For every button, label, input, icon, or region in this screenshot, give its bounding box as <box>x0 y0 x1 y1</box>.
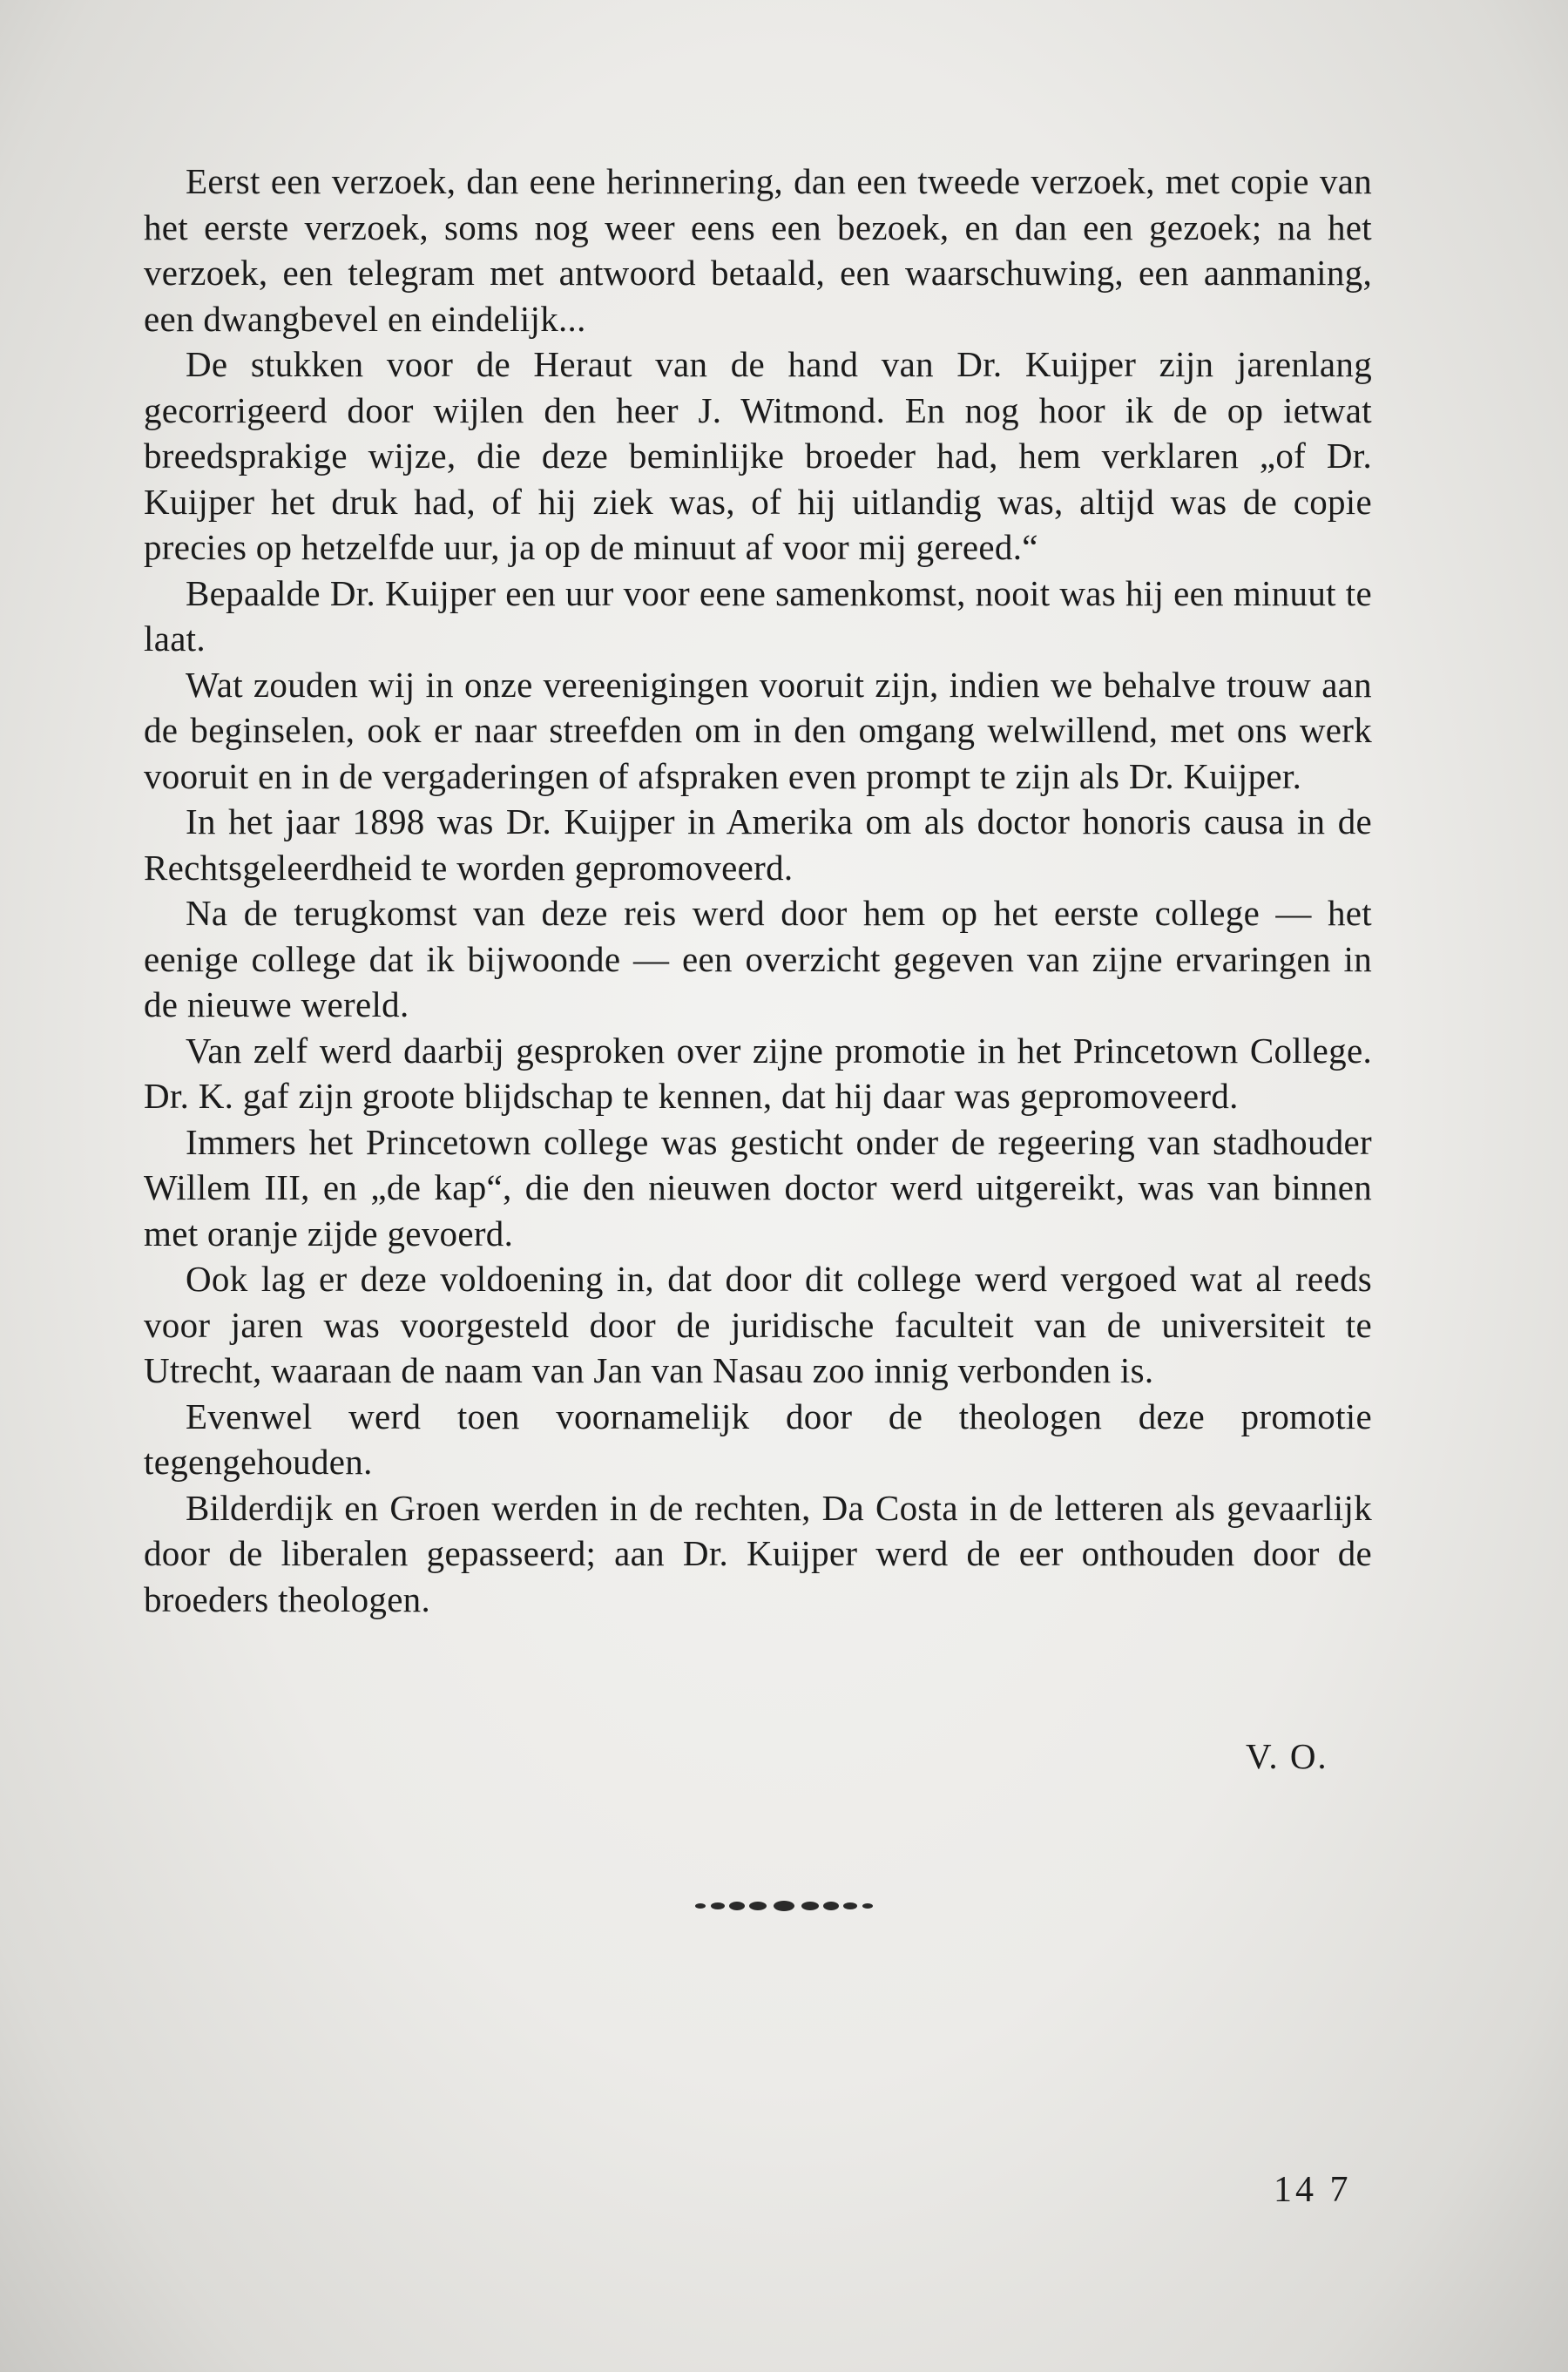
paragraph-4: Wat zouden wij in onze vereenigingen vooruit zijn, indien we behalve trouw aan de beginselen, ook er naar streefden om in den omgang welwillend, met ons werk vooruit en in de vergaderingen of afspraken even prompt te zijn als Dr. Kuijper. <box>144 664 1372 796</box>
paragraph-10: Evenwel werd toen voornamelijk door de theologen deze promotie tegengehouden. <box>144 1395 1372 1482</box>
paragraph-7: Van zelf werd daarbij gesproken over zijne promotie in het Princetown College. Dr. K. gaf zijn groote blijdschap te kennen, dat hij daar was gepromoveerd. <box>144 1030 1372 1116</box>
body-text <box>144 159 1372 1622</box>
page-number: 14 7 <box>1274 2170 1352 2210</box>
paragraph-8: Immers het Princetown college was gesticht onder de regeering van stadhouder Willem III, en „de kap“, die den nieuwen doctor werd uitgereikt, was van binnen met oranje zijde gevoerd. <box>144 1121 1372 1254</box>
paragraph-2: De stukken voor de Heraut van de hand van Dr. Kuijper zijn jarenlang gecorrigeerd door wijlen den heer J. Witmond. En nog hoor ik de op ietwat breedsprakige wijze, die deze beminlijke broeder had, hem verklaren „of Dr. Kuijper het druk had, of hij ziek was, of hij uitlandig was, altijd was de copie precies op hetzelfde uur, ja op de minuut af voor mij gereed.“ <box>144 344 1372 567</box>
paragraph-5: In het jaar 1898 was Dr. Kuijper in Amerika om als doctor honoris causa in de Rechtsgeleerdheid te worden gepromoveerd. <box>144 801 1372 888</box>
paragraph-9: Ook lag er deze voldoening in, dat door dit college werd vergoed wat al reeds voor jaren was voorgesteld door de juridische faculteit van de universiteit te Utrecht, waaraan de naam van Jan van Nasau zoo innig verbonden is. <box>144 1259 1372 1390</box>
paragraph-6: Na de terugkomst van deze reis werd door hem op het eerste college — het eenige college dat ik bijwoonde — een overzicht gegeven van zijne ervaringen in de nieuwe wereld. <box>144 893 1372 1024</box>
ornament-divider-icon <box>688 1897 880 1915</box>
paragraph-3: Bepaalde Dr. Kuijper een uur voor eene samenkomst, nooit was hij een minuut te laat. <box>144 572 1372 659</box>
paragraph-11: Bilderdijk en Groen werden in de rechten, Da Costa in de letteren als gevaarlijk door de liberalen gepasseerd; aan Dr. Kuijper werd de eer onthouden door de broeders theologen. <box>144 1487 1372 1619</box>
paragraph-1: Eerst een verzoek, dan eene herinnering, dan een tweede verzoek, met copie van het eerste verzoek, soms nog weer eens een bezoek, en dan een gezoek; na het verzoek, een telegram met antwoord betaald, een waarschuwing, een aanmaning, een dwangbevel en eindelijk... <box>144 161 1372 339</box>
signature: V. O. <box>1246 1736 1328 1776</box>
